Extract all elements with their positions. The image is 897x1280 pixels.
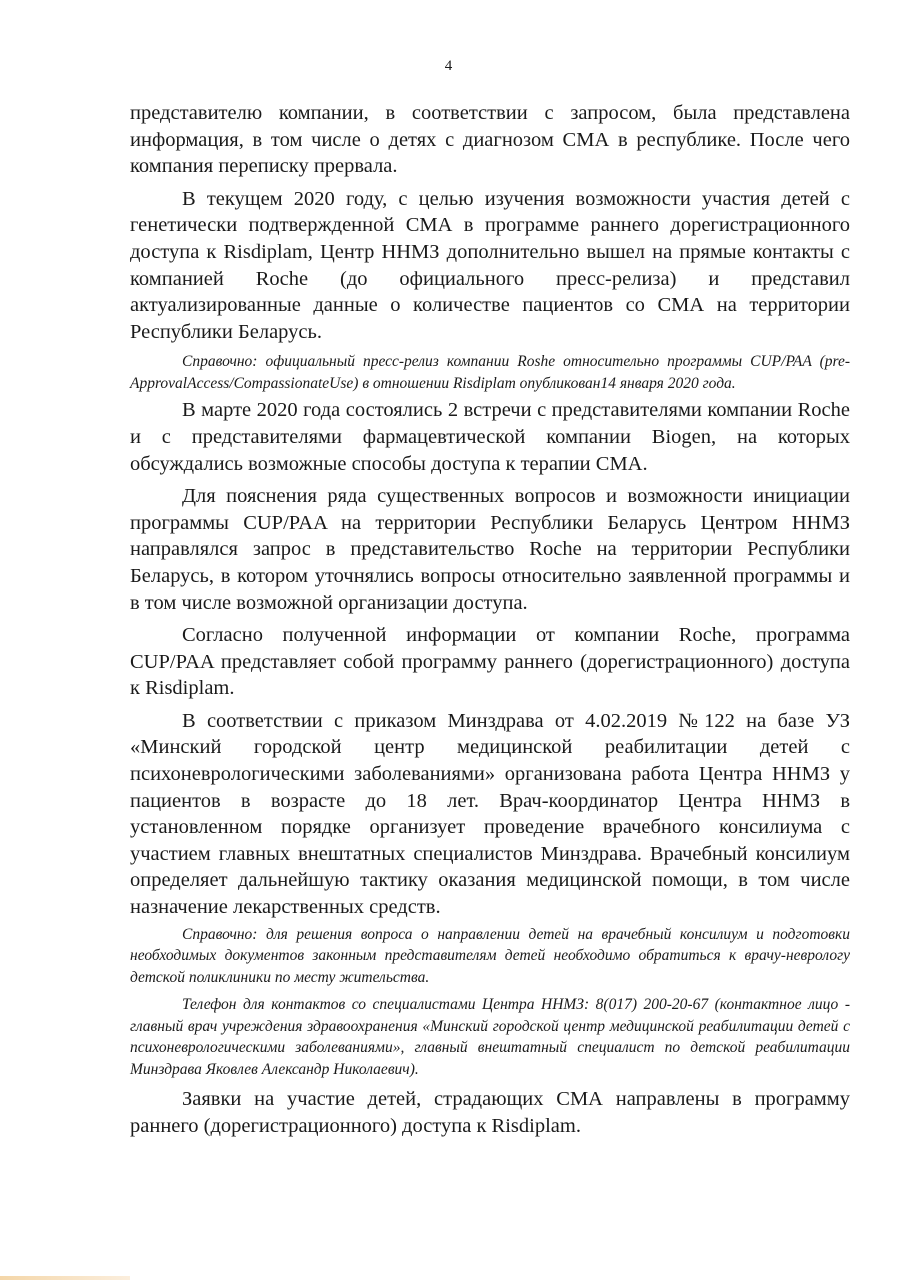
note-consilium-referral: Справочно: для решения вопроса о направлении детей на врачебный консилиум и подготовки необходимых документов законным представителям детей необходимо обратиться к врачу-неврологу детской поликлиники по месту жительства. xyxy=(130,925,850,986)
note-press-release: Справочно: официальный пресс-релиз компании Roshe относительно программы CUP/PAA (pre-ApprovalAccess/CompassionateUse) в отношении Risdiplam опубликован14 января 2020 года. xyxy=(130,353,850,392)
paragraph-roche-contact: В текущем 2020 году, с целью изучения возможности участия детей с генетически подтвержденной СМА в программе раннего дорегистрационного доступа к Risdiplam, Центр ННМЗ дополнительно вышел на прямые контакты с компанией Roche (до официального пресс-релиза) и представил актуализированные данные о количестве пациентов со СМА на территории Республики Беларусь. xyxy=(130,187,850,343)
paragraph-march-meetings: В марте 2020 года состоялись 2 встречи с представителями компании Roche и с представителями фармацевтической компании Biogen, на которых обсуждались возможные способы доступа к терапии СМА. xyxy=(130,399,850,475)
document-body xyxy=(130,100,850,1139)
scan-edge-mark xyxy=(0,1276,130,1280)
paragraph-applications: Заявки на участие детей, страдающих СМА направлены в программу раннего (дорегистрационного) доступа к Risdiplam. xyxy=(130,1088,850,1137)
paragraph-continuation: представителю компании, в соответствии с запросом, была представлена информация, в том числе о детях с диагнозом СМА в республике. После чего компания переписку прервала. xyxy=(130,102,850,178)
paragraph-request-roche: Для пояснения ряда существенных вопросов и возможности инициации программы CUP/PAA на территории Республики Беларусь Центром ННМЗ направлялся запрос в представительство Roche на территории Республики Беларусь, в котором уточнялись вопросы относительно заявленной программы и в том числе возможной организации доступа. xyxy=(130,485,850,614)
paragraph-ministry-order: В соответствии с приказом Минздрава от 4.02.2019 №122 на базе УЗ «Минский городской центр медицинской реабилитации детей с психоневрологическими заболеваниями» организована работа Центра ННМЗ у пациентов в возрасте до 18 лет. Врач-координатор Центра ННМЗ в установленном порядке организует проведение врачебного консилиума с участием главных внештатных специалистов Минздрава. Врачебный консилиум определяет дальнейшую тактику оказания медицинской помощи, в том числе назначение лекарственных средств. xyxy=(130,709,850,919)
page-number: 4 xyxy=(444,58,453,74)
paragraph-program-info: Согласно полученной информации от компании Roche, программа CUP/PAA представляет собой программу раннего (дорегистрационного) доступа к Risdiplam. xyxy=(130,624,850,700)
note-contact-phone: Телефон для контактов со специалистами Центра ННМЗ: 8(017) 200-20-67 (контактное лицо - главный врач учреждения здравоохранения «Минский городской центр медицинской реабилитации детей с психоневрологическими заболеваниями», главный внештатный специалист по детской реабилитации Минздрава Яковлев Александр Николаевич). xyxy=(130,996,850,1078)
